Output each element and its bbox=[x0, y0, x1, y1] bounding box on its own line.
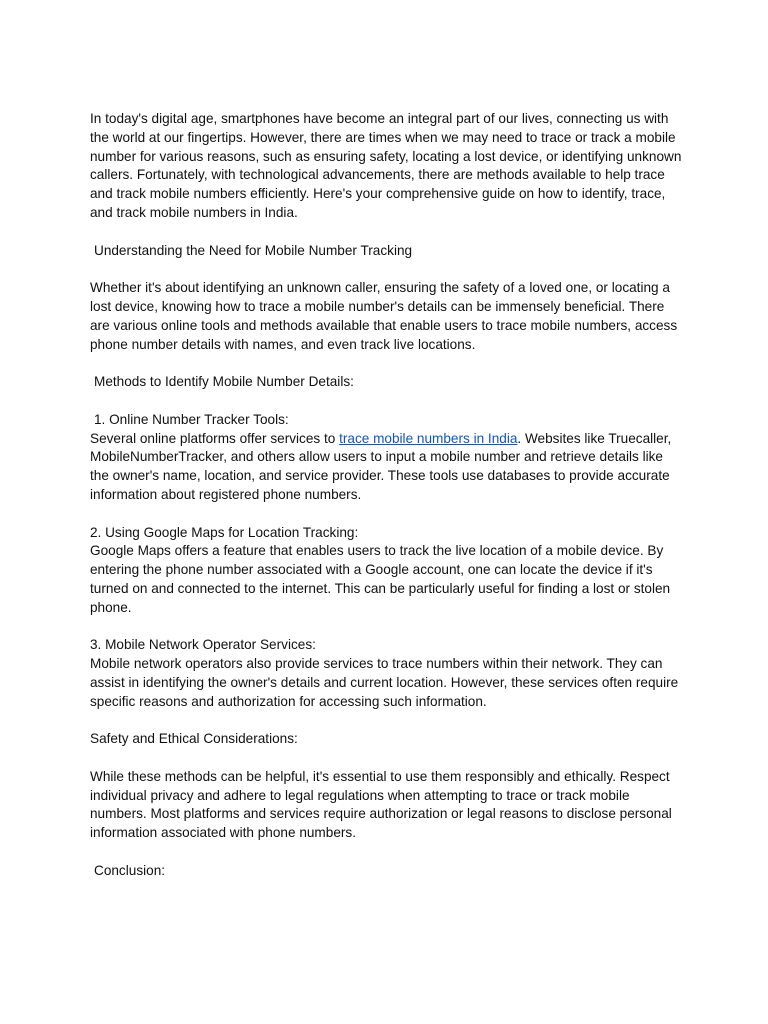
spacer bbox=[90, 223, 682, 242]
document-body bbox=[90, 110, 682, 881]
method-3-title: 3. Mobile Network Operator Services: bbox=[90, 637, 316, 653]
section-heading-need: Understanding the Need for Mobile Number Tracking bbox=[94, 242, 413, 258]
spacer bbox=[90, 260, 682, 279]
section-heading-methods: Methods to Identify Mobile Number Details: bbox=[94, 374, 354, 390]
method-3-body: Mobile network operators also provide services to trace numbers within their network. They can assist in identifying the owner's details and current location. However, these services often require specific reasons and authorization for accessing such information. bbox=[90, 656, 679, 709]
section-body-need: Whether it's about identifying an unknown caller, ensuring the safety of a loved one, or locating a lost device, knowing how to trace a mobile number's details can be immensely beneficial. There are various online tools and methods available that enable users to trace mobile numbers, access phone number details with names, and even track live locations. bbox=[90, 280, 678, 352]
spacer bbox=[90, 843, 682, 862]
spacer bbox=[90, 354, 682, 373]
method-1-body bbox=[90, 430, 682, 505]
method-1-title: 1. Online Number Tracker Tools: bbox=[94, 411, 289, 427]
spacer bbox=[90, 618, 682, 637]
spacer bbox=[90, 712, 682, 731]
spacer bbox=[90, 749, 682, 768]
method-2-title: 2. Using Google Maps for Location Tracking: bbox=[90, 524, 359, 540]
method-1-body-after: . Websites like Truecaller, MobileNumberTracker, and others allow users to input a mobile number and retrieve details like the owner's name, location, and service provider. These tools use databases to provide accurate information about registered phone numbers. bbox=[90, 430, 672, 502]
method-2-body: Google Maps offers a feature that enables users to track the live location of a mobile device. By entering the phone number associated with a Google account, one can locate the device if it's turned on and connected to the internet. This can be particularly useful for finding a lost or stolen phone. bbox=[90, 543, 671, 615]
section-heading-safety: Safety and Ethical Considerations: bbox=[90, 731, 298, 747]
method-1-body-before: Several online platforms offer services to bbox=[90, 430, 340, 446]
section-body-safety: While these methods can be helpful, it's essential to use them responsibly and ethically. Respect individual privacy and adhere to legal regulations when attempting to trace or track mobile numbers. Most platforms and services require authorization or legal reasons to disclose personal information associated with phone numbers. bbox=[90, 768, 672, 841]
trace-mobile-numbers-link[interactable]: trace mobile numbers in India bbox=[339, 430, 518, 446]
spacer bbox=[90, 392, 682, 411]
spacer bbox=[90, 505, 682, 524]
section-heading-conclusion: Conclusion: bbox=[94, 862, 166, 878]
intro-paragraph: In today's digital age, smartphones have become an integral part of our lives, connecting us with the world at our fingertips. However, there are times when we may need to trace or track a mobile number for various reasons, such as ensuring safety, locating a lost device, or identifying unknown callers. Fortunately, with technological advancements, there are methods available to help trace and track mobile numbers efficiently. Here's your comprehensive guide on how to identify, trace, and track mobile numbers in India. bbox=[90, 111, 682, 220]
